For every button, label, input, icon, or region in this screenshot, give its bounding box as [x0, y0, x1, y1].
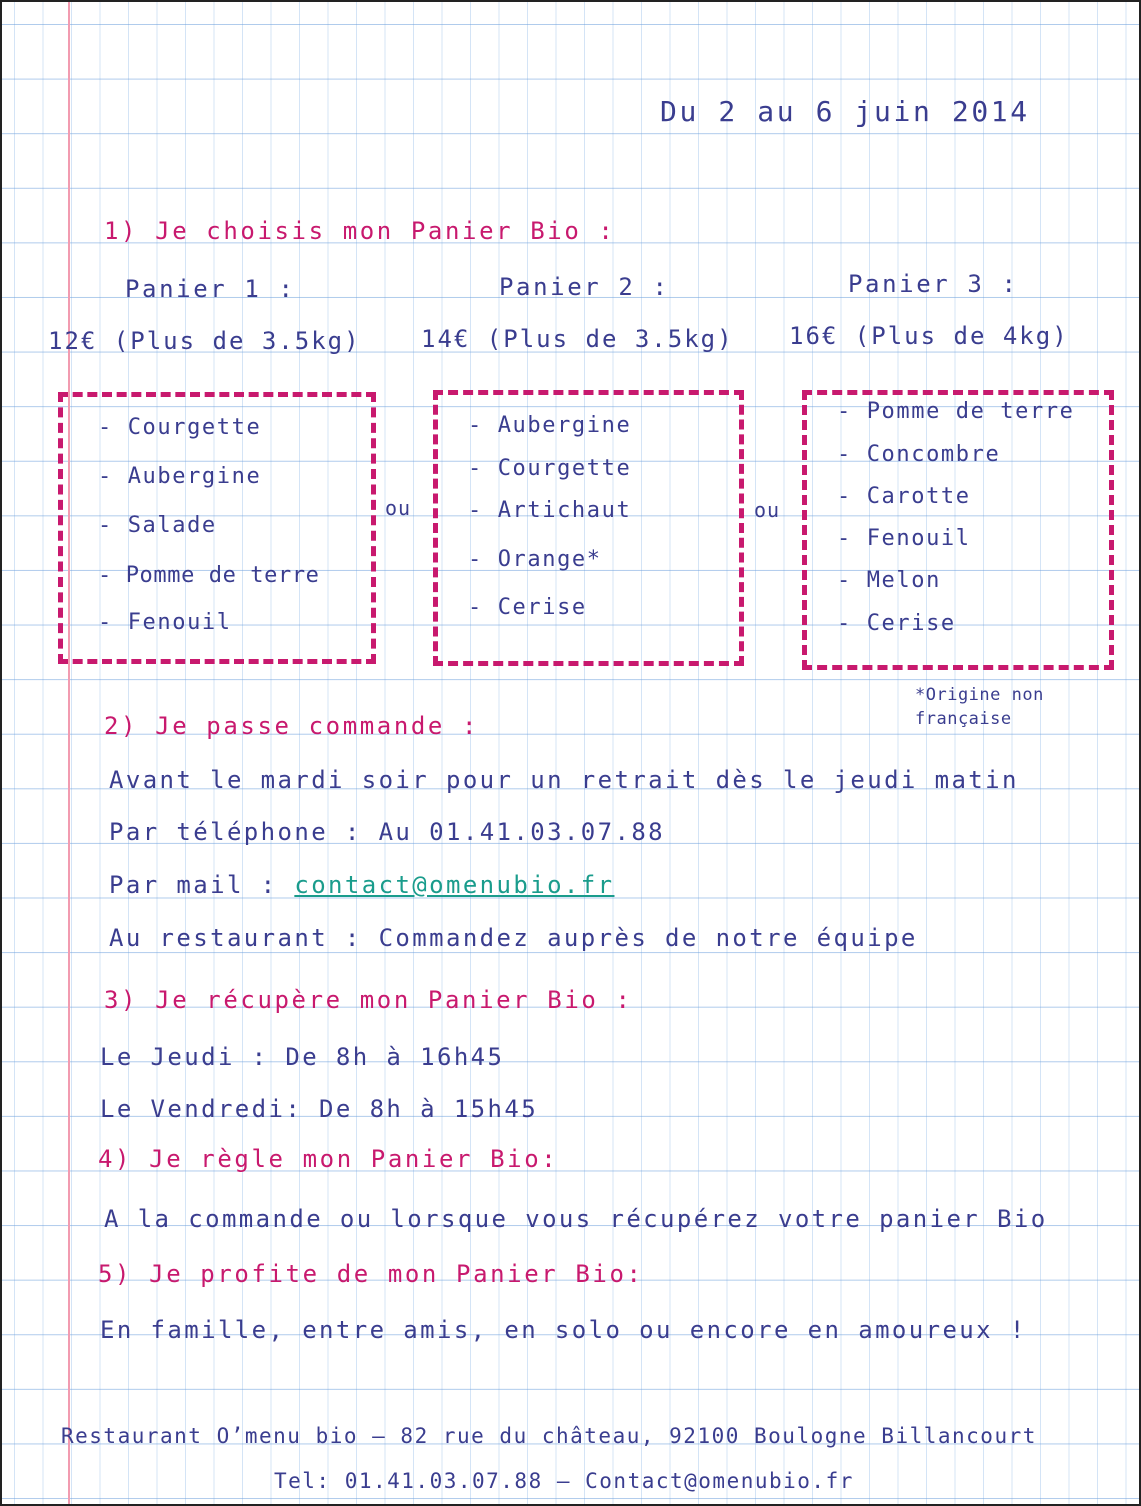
or-separator: ou	[385, 496, 412, 520]
step4-title: 4) Je règle mon Panier Bio:	[98, 1145, 559, 1173]
pickup-friday: Le Vendredi: De 8h à 15h45	[100, 1095, 539, 1123]
step5-title: 5) Je profite de mon Panier Bio:	[98, 1260, 644, 1288]
footer-contact: Tel: 01.41.03.07.88 – Contact@omenubio.fr	[274, 1469, 854, 1493]
payment-text: A la commande ou lorsque vous récupérez votre panier Bio	[104, 1205, 1048, 1233]
basket2-price: 14€ (Plus de 3.5kg)	[421, 325, 734, 353]
date-range: Du 2 au 6 juin 2014	[660, 95, 1030, 128]
basket3-item: - Carotte	[837, 484, 971, 509]
basket2-item: - Aubergine	[468, 413, 632, 438]
basket1-item: - Courgette	[98, 415, 262, 440]
basket1-name: Panier 1 :	[125, 275, 296, 303]
basket3-item: - Fenouil	[837, 526, 971, 551]
mail-link[interactable]: contact@omenubio.fr	[294, 871, 615, 899]
step2-title: 2) Je passe commande :	[104, 712, 480, 740]
basket2-name: Panier 2 :	[499, 273, 670, 301]
basket1-item: - Fenouil	[98, 610, 232, 635]
pickup-thursday: Le Jeudi : De 8h à 16h45	[100, 1043, 505, 1071]
order-restaurant: Au restaurant : Commandez auprès de notre équipe	[109, 924, 918, 952]
basket3-item: - Melon	[837, 568, 941, 593]
basket1-price: 12€ (Plus de 3.5kg)	[48, 327, 361, 355]
basket2-item: - Orange*	[468, 547, 602, 572]
footer-address: Restaurant O’menu bio – 82 rue du château, 92100 Boulogne Billancourt	[61, 1424, 1037, 1448]
basket3-item: - Cerise	[837, 611, 956, 636]
basket3-item: - Concombre	[837, 442, 1001, 467]
phone-number: 01.41.03.07.88	[429, 818, 666, 846]
basket3-item: - Pomme de terre	[837, 399, 1075, 424]
mail-label: Par mail :	[109, 871, 295, 899]
order-mail-line	[109, 871, 614, 899]
footnote-line: française	[915, 709, 1012, 729]
basket3-price: 16€ (Plus de 4kg)	[789, 322, 1069, 350]
enjoy-text: En famille, entre amis, en solo ou encore en amoureux !	[100, 1316, 1027, 1344]
basket3-name: Panier 3 :	[848, 270, 1019, 298]
step3-title: 3) Je récupère mon Panier Bio :	[104, 986, 633, 1014]
order-phone-line	[109, 818, 665, 846]
basket2-item: - Artichaut	[468, 498, 632, 523]
basket2-item: - Cerise	[468, 595, 587, 620]
basket1-item: - Salade	[98, 513, 217, 538]
margin-line	[68, 2, 70, 1504]
footnote-line: *Origine non	[915, 685, 1044, 705]
phone-label: Par téléphone : Au	[109, 818, 430, 846]
basket1-item: - Pomme de terre	[98, 563, 320, 588]
step1-title: 1) Je choisis mon Panier Bio :	[104, 217, 616, 245]
basket2-item: - Courgette	[468, 456, 632, 481]
order-deadline: Avant le mardi soir pour un retrait dès le jeudi matin	[109, 766, 1019, 794]
basket1-item: - Aubergine	[98, 464, 262, 489]
or-separator: ou	[754, 498, 781, 522]
footnote	[915, 683, 1044, 731]
